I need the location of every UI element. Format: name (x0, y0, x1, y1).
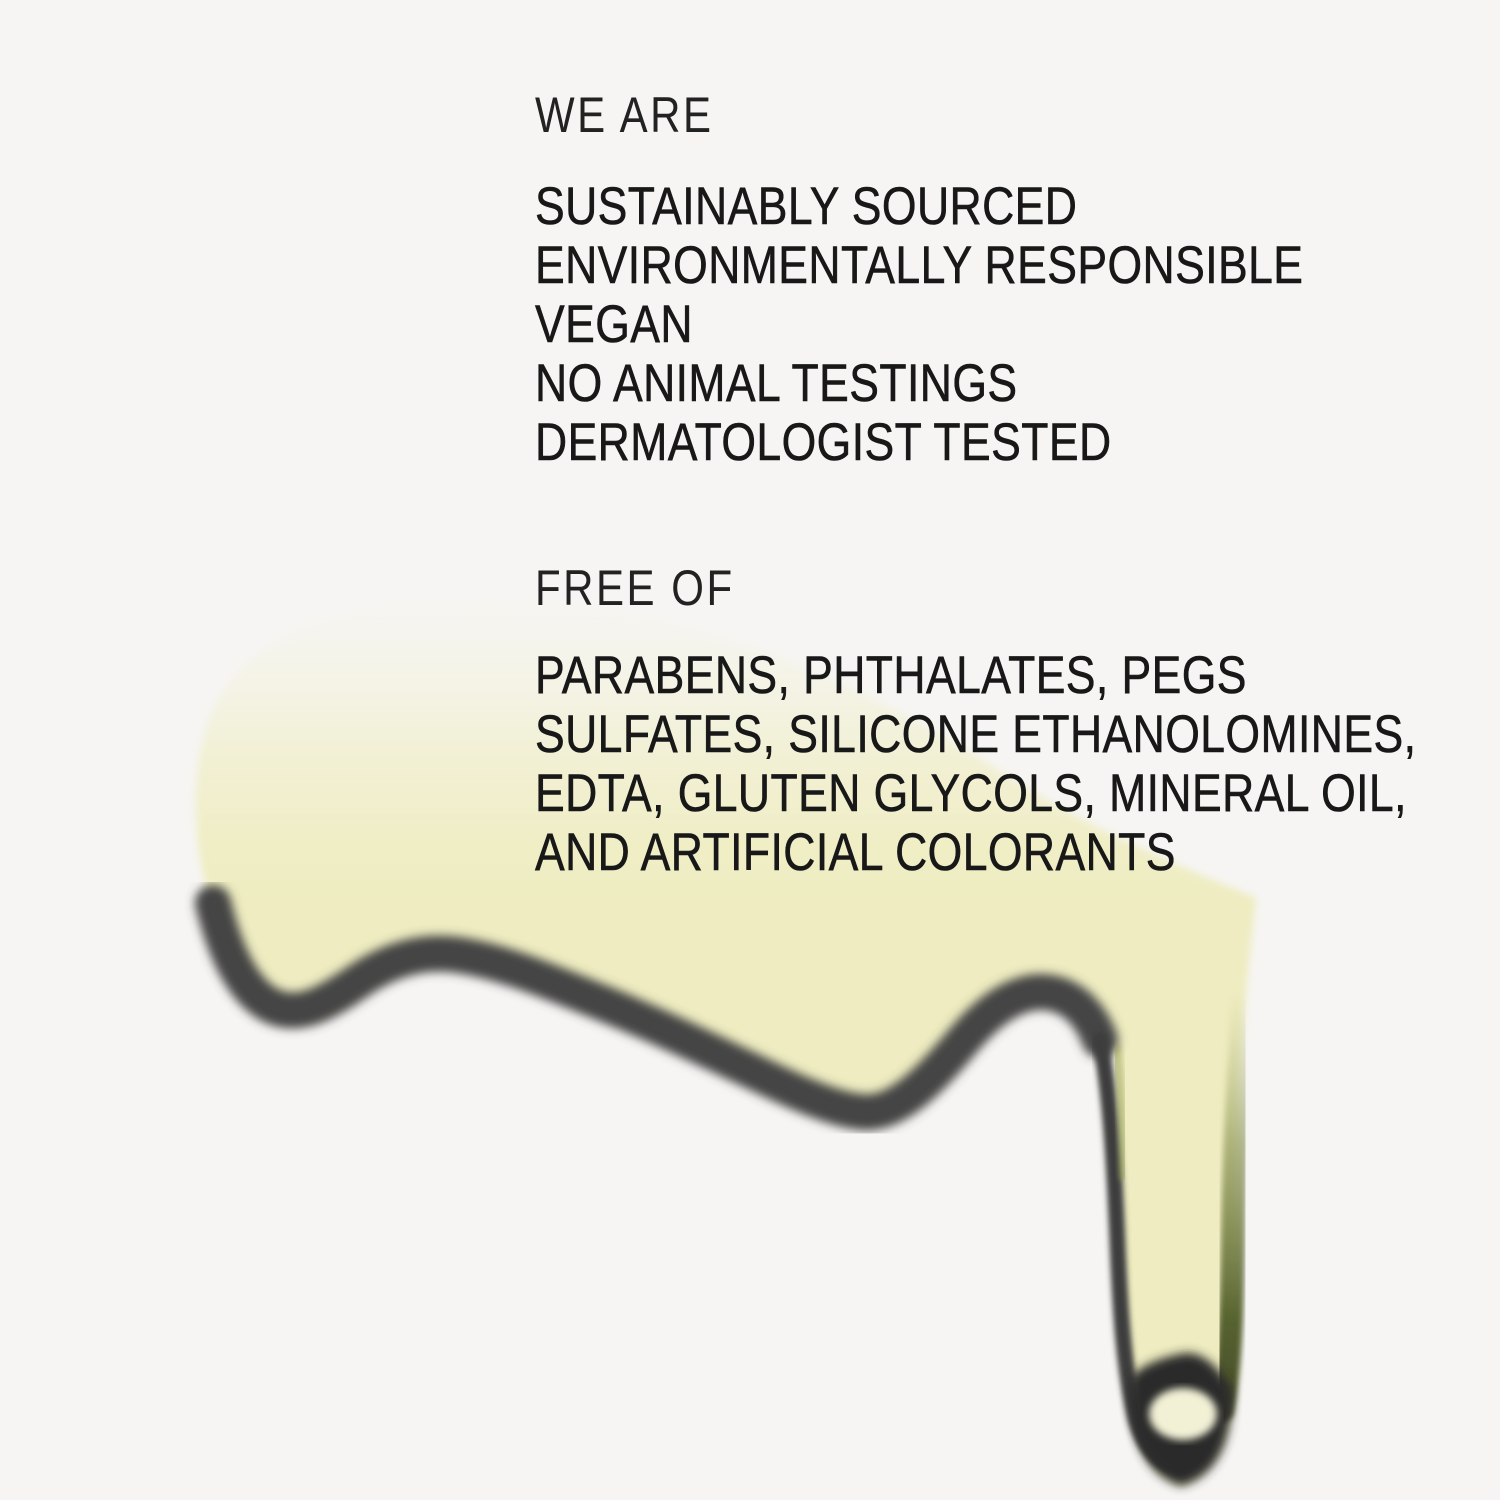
free-of-item: EDTA, GLUTEN GLYCOLS, MINERAL OIL, (535, 764, 1407, 823)
we-are-item: ENVIRONMENTALLY RESPONSIBLE (535, 236, 1304, 295)
free-of-item: SULFATES, SILICONE ETHANOLOMINES, (535, 705, 1417, 764)
free-of-heading: FREE OF (535, 560, 735, 616)
we-are-list (535, 177, 1303, 472)
we-are-item: NO ANIMAL TESTINGS (535, 354, 1018, 413)
free-of-item: PARABENS, PHTHALATES, PEGS (535, 646, 1247, 705)
we-are-item: DERMATOLOGIST TESTED (535, 413, 1112, 472)
we-are-item: VEGAN (535, 295, 693, 354)
drip-tip-highlight (1149, 1388, 1217, 1440)
free-of-item: AND ARTIFICIAL COLORANTS (535, 823, 1176, 882)
we-are-heading: WE ARE (535, 87, 714, 143)
free-of-list (535, 646, 1416, 882)
we-are-item: SUSTAINABLY SOURCED (535, 177, 1078, 236)
